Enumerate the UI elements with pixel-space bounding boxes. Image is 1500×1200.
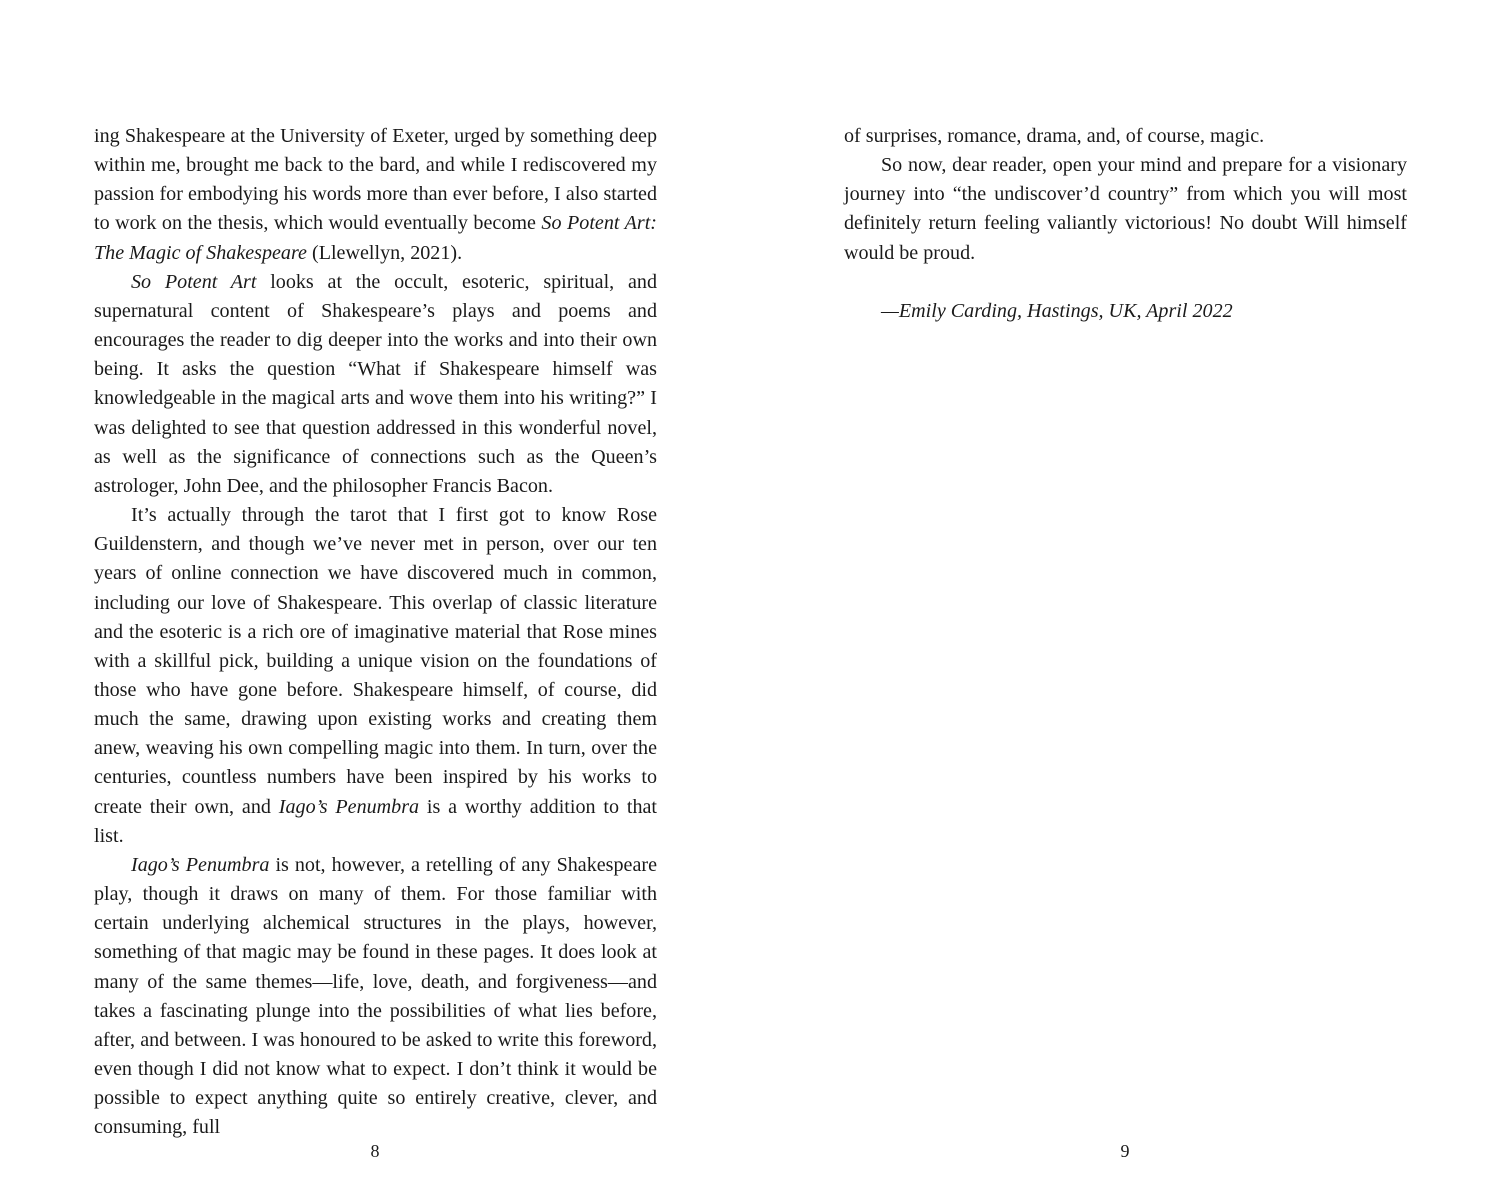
paragraph-text: ing Shakespeare at the University of Exeter, urged by something deep within me, brought me back to the bard, and while I rediscovered my passion for embodying his words more than ever before, I also started to work on the thesis, which would eventually become <box>94 125 657 235</box>
page-number-left: 8 <box>370 1141 380 1161</box>
paragraph-3 <box>94 501 657 851</box>
right-page <box>750 0 1500 1200</box>
page-number-right: 9 <box>1120 1141 1130 1161</box>
paragraph-text: is a worthy addition to that list. <box>94 795 657 847</box>
paragraph-text: is not, however, a retelling of any Shakespeare play, though it draws on many of them. For those familiar with certain underlying alchemical structures in the plays, however, something of that magic may be found in these pages. It does look at many of the same themes—life, love, death, and forgiveness—and takes a fascinating plunge into the possibilities of what lies before, after, and between. I was honoured to be asked to write this foreword, even though I did not know what to expect. I don’t think it would be possible to expect anything quite so entirely creative, clever, and consuming, full <box>94 853 657 1139</box>
paragraph-closing: So now, dear reader, open your mind and prepare for a visionary journey into “the undiscover’d country” from which you will most definitely return feeling valiantly victorious! No doubt Will himself would be proud. <box>844 154 1407 264</box>
paragraph-text: looks at the occult, esoteric, spiritual, and supernatural content of Shakespeare’s plays and poems and encourages the reader to dig deeper into the works and into their own being. It asks the question “What if Shakespeare himself was knowledgeable in the magical arts and wove them into his writing?” I was delighted to see that question addressed in this wonderful novel, as well as the significance of connections such as the Queen’s astrologer, John Dee, and the philosopher Francis Bacon. <box>94 270 657 497</box>
paragraph-4 <box>94 851 657 1143</box>
paragraph-text: It’s actually through the tarot that I first got to know Rose Guildenstern, and though we’ve never met in person, over our ten years of online connection we have discovered much in common, including our love of Shakespeare. This overlap of classic literature and the esoteric is a rich ore of imaginative material that Rose mines with a skillful pick, building a unique vision on the foundations of those who have gone before. Shakespeare himself, of course, did much the same, drawing upon existing works and creating them anew, weaving his own compelling magic into them. In turn, over the centuries, countless numbers have been inspired by his works to create their own, and <box>94 504 657 818</box>
paragraph-1 <box>94 122 657 268</box>
book-title-italic: Iago’s Penumbra <box>131 853 270 876</box>
paragraph-continued: of surprises, romance, drama, and, of course, magic. <box>844 125 1265 147</box>
author-signoff: —Emily Carding, Hastings, UK, April 2022 <box>881 299 1233 322</box>
book-title-italic: So Potent Art: The Magic of Shakespeare <box>94 212 657 264</box>
book-title-italic: So Potent Art <box>131 270 257 293</box>
left-page-text <box>94 122 657 1142</box>
paragraph-text: (Llewellyn, 2021). <box>306 241 463 264</box>
book-title-italic: Iago’s Penumbra <box>278 795 420 818</box>
right-page-text <box>844 122 1407 326</box>
paragraph-2 <box>94 268 657 501</box>
